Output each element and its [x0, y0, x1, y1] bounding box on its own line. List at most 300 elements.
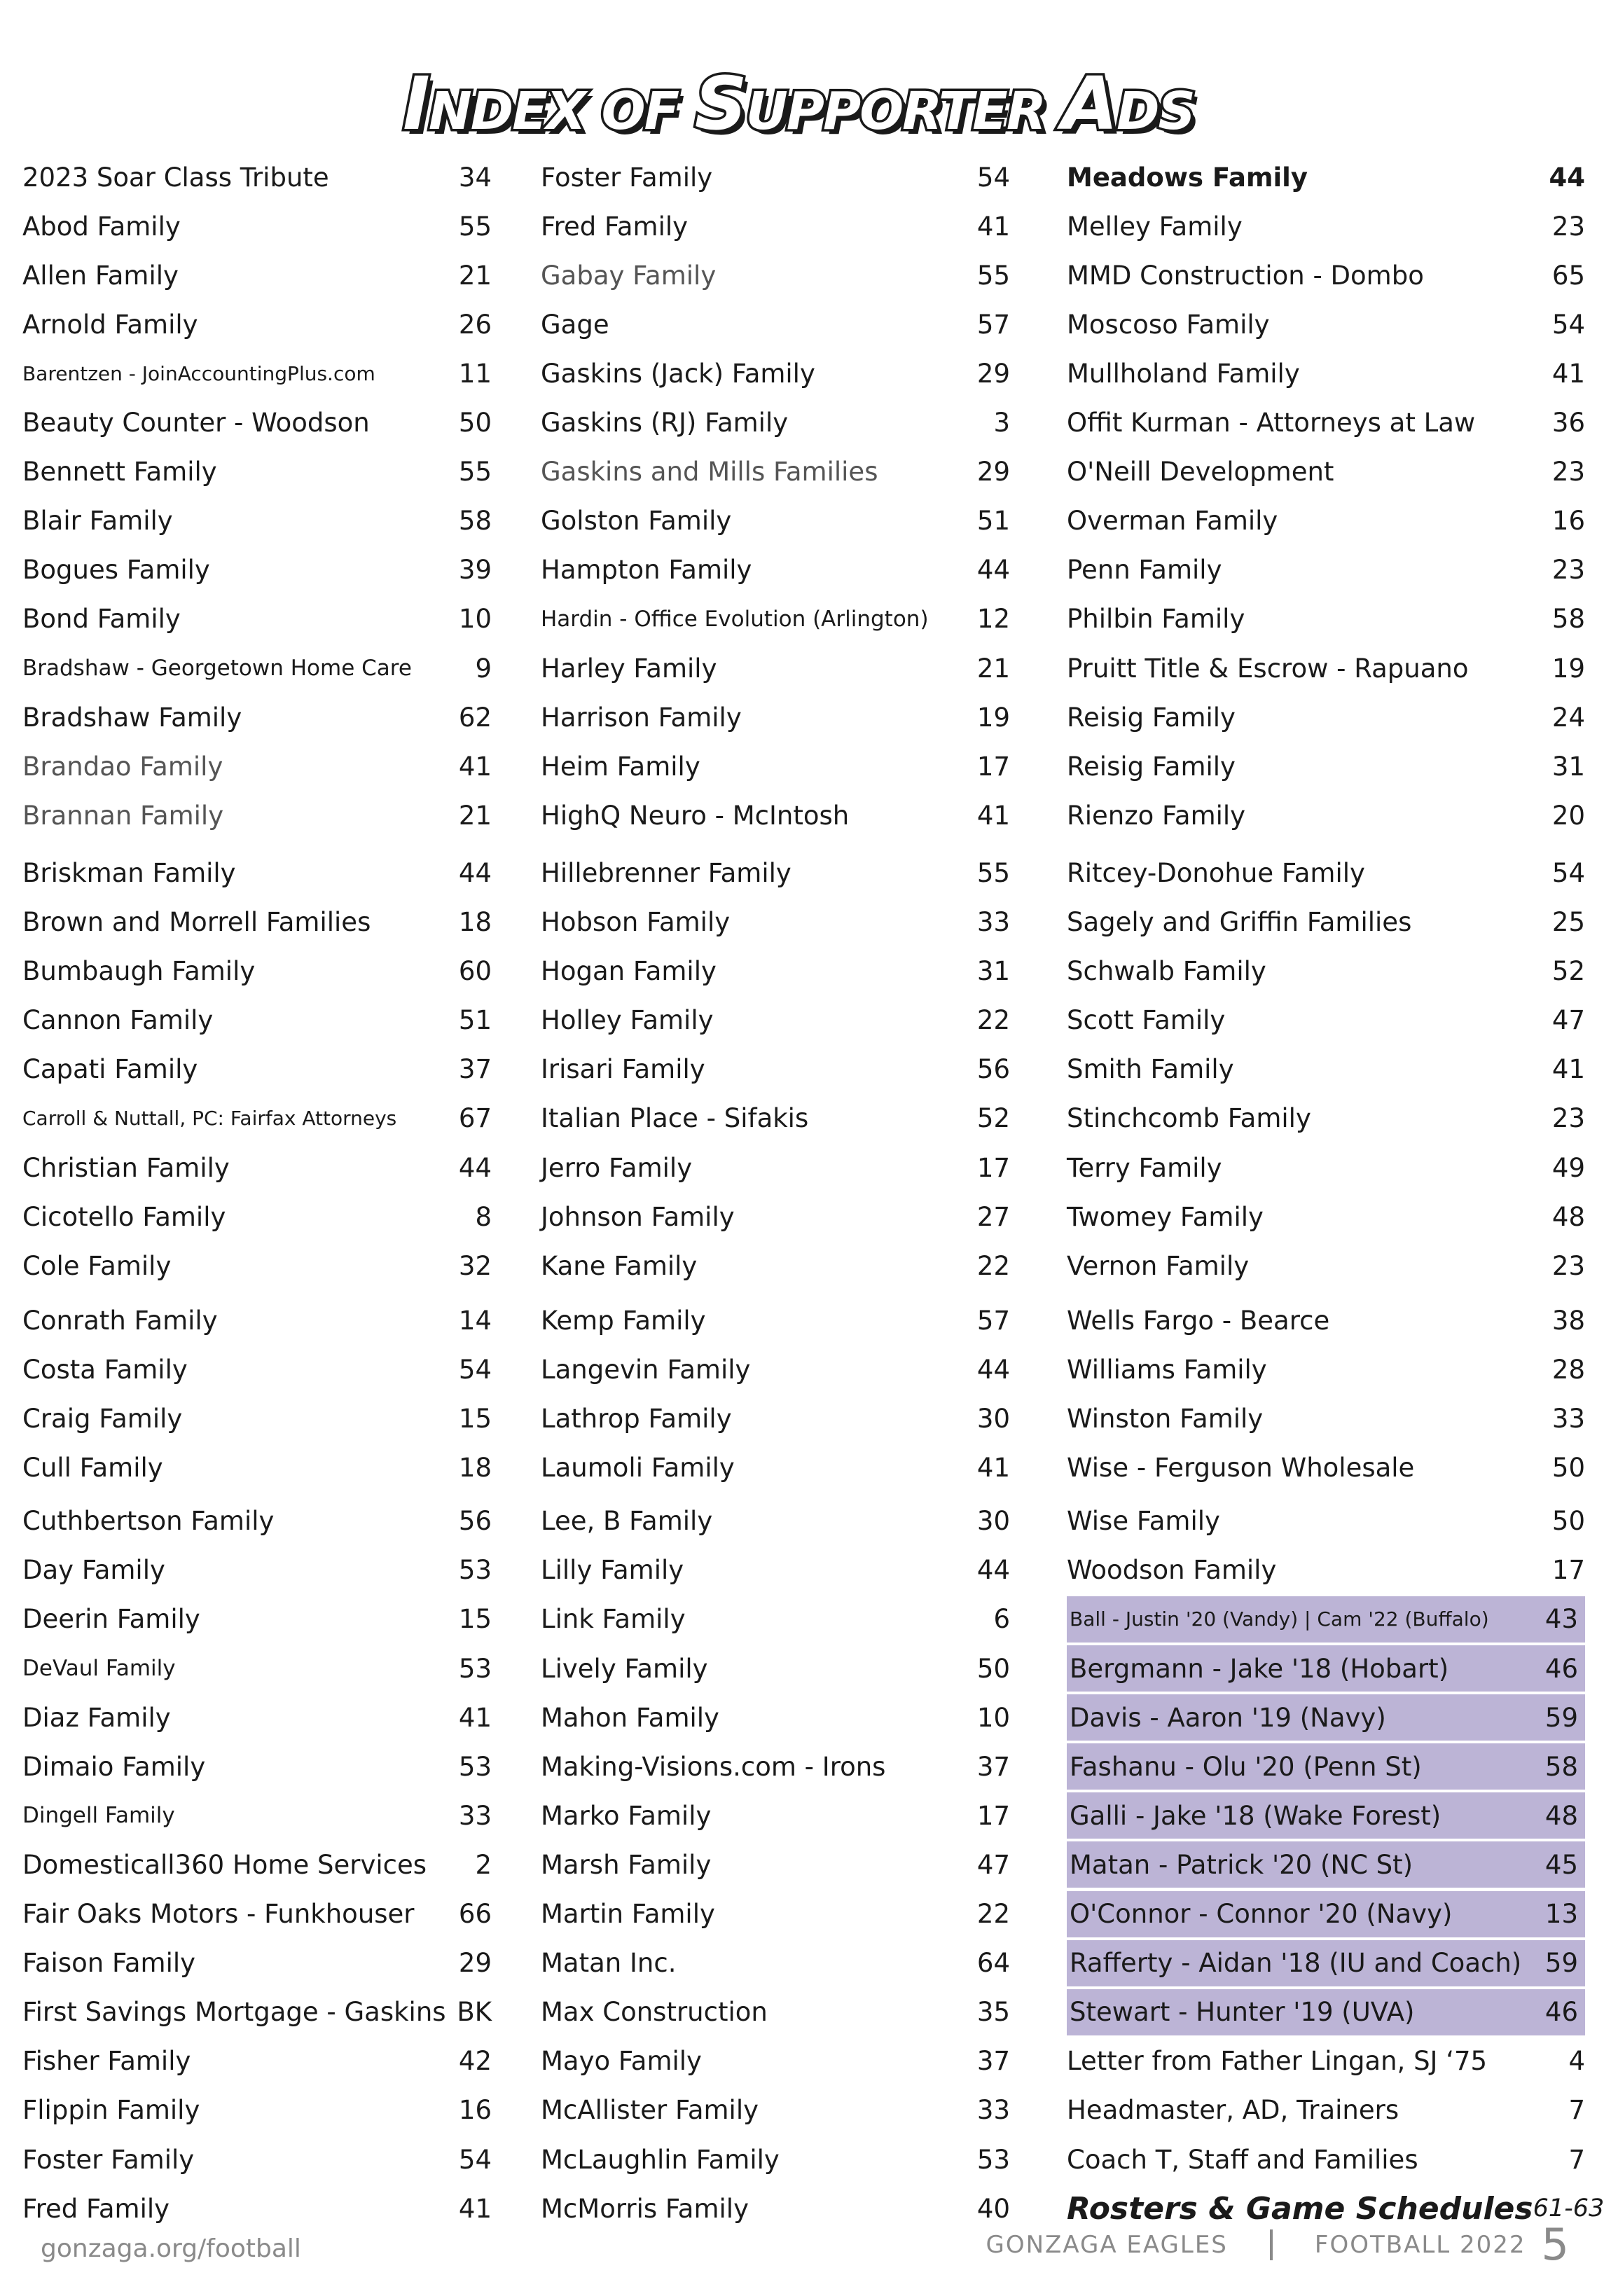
- entry-page: 44: [1549, 162, 1585, 193]
- index-entry: [541, 1989, 1010, 2035]
- entry-page: 32: [458, 1250, 492, 1281]
- entry-name: Winston Family: [1067, 1404, 1264, 1434]
- entry-name: Martin Family: [541, 1899, 715, 1929]
- entry-name: Cole Family: [22, 1250, 172, 1281]
- entry-name: Laumoli Family: [541, 1453, 735, 1484]
- entry-page: 21: [458, 800, 492, 831]
- entry-name: Hardin - Office Evolution (Arlington): [541, 606, 929, 632]
- index-entry: [22, 694, 492, 740]
- entry-name: O'Neill Development: [1067, 457, 1334, 487]
- index-entry: [22, 1841, 492, 1888]
- index-entry: [541, 498, 1010, 544]
- index-entry: [22, 2087, 492, 2134]
- entry-name: Carroll & Nuttall, PC: Fairfax Attorneys: [22, 1107, 397, 1130]
- index-entry: [541, 1498, 1010, 1544]
- index-entry: [1067, 1841, 1585, 1888]
- index-entry: [541, 1346, 1010, 1392]
- index-entry: [1067, 1396, 1585, 1442]
- entry-page: 54: [1551, 857, 1585, 888]
- entry-page: 33: [976, 907, 1010, 937]
- index-entry: [22, 743, 492, 789]
- entry-page: 13: [1544, 1899, 1578, 1929]
- entry-name: Woodson Family: [1067, 1555, 1277, 1586]
- entry-page: 57: [976, 309, 1010, 340]
- entry-page: 46: [1544, 1997, 1578, 2028]
- entry-name: Dimaio Family: [22, 1751, 206, 1782]
- index-entry: [1067, 252, 1585, 298]
- entry-name: Fair Oaks Motors - Funkhouser: [22, 1899, 415, 1929]
- entry-page: 37: [458, 1054, 492, 1085]
- entry-name: Beauty Counter - Woodson: [22, 408, 370, 438]
- entry-name: Bradshaw Family: [22, 702, 242, 733]
- entry-page: 55: [976, 260, 1010, 291]
- entry-page: 43: [1544, 1604, 1578, 1635]
- entry-page: 57: [976, 1305, 1010, 1336]
- entry-page: 6: [993, 1604, 1010, 1635]
- index-entry: [541, 350, 1010, 396]
- entry-name: Terry Family: [1067, 1152, 1222, 1183]
- index-entry: [22, 547, 492, 593]
- index-entry: [541, 2087, 1010, 2134]
- entry-page: 31: [976, 956, 1010, 987]
- index-entry: [22, 1743, 492, 1790]
- entry-name: Cicotello Family: [22, 1201, 226, 1232]
- entry-page: 19: [1551, 653, 1585, 684]
- entry-page: 52: [976, 1103, 1010, 1134]
- footer-team: GONZAGA EAGLES: [986, 2230, 1228, 2259]
- entry-page: 17: [976, 751, 1010, 782]
- index-entry: [22, 252, 492, 298]
- entry-name: Gaskins (RJ) Family: [541, 408, 789, 438]
- entry-name: Kane Family: [541, 1250, 698, 1281]
- entry-name: Ritcey-Donohue Family: [1067, 857, 1365, 888]
- index-entry: [541, 301, 1010, 347]
- entry-page: 50: [1551, 1506, 1585, 1537]
- entry-page: 29: [976, 358, 1010, 389]
- entry-name: O'Connor - Connor '20 (Navy): [1070, 1899, 1453, 1929]
- entry-name: Briskman Family: [22, 857, 236, 888]
- entry-page: 18: [458, 1453, 492, 1484]
- entry-name: Stewart - Hunter '19 (UVA): [1070, 1997, 1415, 2028]
- entry-page: 50: [458, 408, 492, 438]
- index-entry: [1067, 694, 1585, 740]
- entry-page: 64: [976, 1948, 1010, 1979]
- entry-page: 49: [1551, 1152, 1585, 1183]
- index-entry: [541, 400, 1010, 446]
- entry-page: 23: [1551, 457, 1585, 487]
- index-entry: [1067, 596, 1585, 642]
- entry-page: 27: [976, 1201, 1010, 1232]
- entry-page: 42: [458, 2046, 492, 2077]
- entry-page: 41: [458, 1702, 492, 1733]
- entry-page: 30: [976, 1506, 1010, 1537]
- index-entry: [541, 899, 1010, 946]
- entry-name: Marko Family: [541, 1800, 712, 1831]
- index-entry: [541, 1547, 1010, 1593]
- entry-name: HighQ Neuro - McIntosh: [541, 800, 850, 831]
- entry-name: Langevin Family: [541, 1354, 751, 1385]
- index-entry: [541, 1694, 1010, 1741]
- entry-name: Brown and Morrell Families: [22, 907, 371, 937]
- entry-name: McLaughlin Family: [541, 2144, 780, 2175]
- entry-page: 45: [1544, 1849, 1578, 1880]
- index-entry: [1067, 2038, 1585, 2084]
- page-number: 5: [1541, 2219, 1569, 2270]
- entry-name: Golston Family: [541, 506, 732, 537]
- entry-page: 30: [976, 1404, 1010, 1434]
- entry-page: 21: [976, 653, 1010, 684]
- index-entry: [541, 547, 1010, 593]
- entry-name: Meadows Family: [1067, 162, 1308, 193]
- entry-name: First Savings Mortgage - Gaskins: [22, 1997, 446, 2028]
- index-entry: [1067, 547, 1585, 593]
- entry-page: 22: [976, 1250, 1010, 1281]
- entry-page: 40: [976, 2193, 1010, 2224]
- entry-name: Penn Family: [1067, 555, 1222, 586]
- entry-name: Dingell Family: [22, 1803, 175, 1829]
- entry-page: 29: [976, 457, 1010, 487]
- entry-name: Lathrop Family: [541, 1404, 732, 1434]
- entry-page: 23: [1551, 1250, 1585, 1281]
- entry-name: Italian Place - Sifakis: [541, 1103, 809, 1134]
- index-entry: [22, 1445, 492, 1491]
- entry-page: 66: [458, 1899, 492, 1929]
- entry-page: 33: [458, 1800, 492, 1831]
- entry-page: 54: [458, 2144, 492, 2175]
- entry-name: Headmaster, AD, Trainers: [1067, 2095, 1399, 2126]
- entry-name: Abod Family: [22, 211, 181, 242]
- index-entry: [1067, 948, 1585, 995]
- entry-name: Day Family: [22, 1555, 165, 1586]
- index-entry: [541, 743, 1010, 789]
- index-entry: [1067, 1547, 1585, 1593]
- entry-name: Vernon Family: [1067, 1250, 1250, 1281]
- entry-page: 18: [458, 907, 492, 937]
- entry-page: 10: [976, 1702, 1010, 1733]
- entry-page: 17: [1551, 1555, 1585, 1586]
- entry-page: 41: [1551, 1054, 1585, 1085]
- entry-name: Rafferty - Aidan '18 (IU and Coach): [1070, 1948, 1522, 1979]
- entry-page: 26: [458, 309, 492, 340]
- entry-page: 62: [458, 702, 492, 733]
- index-entry: [541, 1645, 1010, 1692]
- index-entry: [22, 449, 492, 495]
- entry-name: Hogan Family: [541, 956, 717, 987]
- entry-name: Letter from Father Lingan, SJ ‘75: [1067, 2046, 1488, 2077]
- index-entry: [22, 1046, 492, 1093]
- index-entry: [541, 850, 1010, 896]
- entry-name: Matan Inc.: [541, 1948, 677, 1979]
- footer-season: FOOTBALL 2022: [1314, 2230, 1526, 2259]
- entry-name: Hampton Family: [541, 555, 752, 586]
- entry-page: 3: [993, 408, 1010, 438]
- entry-page: 15: [458, 1404, 492, 1434]
- entry-name: Lee, B Family: [541, 1506, 713, 1537]
- entry-name: Fred Family: [22, 2193, 170, 2224]
- entry-page: 7: [1568, 2144, 1585, 2175]
- page-title: INDEX OF SUPPORTER ADS: [403, 61, 1194, 146]
- entry-name: Wells Fargo - Bearce: [1067, 1305, 1330, 1336]
- entry-page: 44: [458, 1152, 492, 1183]
- entry-name: Diaz Family: [22, 1702, 171, 1733]
- index-entry: [22, 2136, 492, 2183]
- index-entry: [22, 1645, 492, 1692]
- entry-page: 59: [1544, 1702, 1578, 1733]
- entry-name: Fisher Family: [22, 2046, 191, 2077]
- entry-name: Flippin Family: [22, 2095, 200, 2126]
- entry-page: 61-63: [1533, 2194, 1604, 2223]
- index-entry: [541, 1297, 1010, 1343]
- index-entry: [22, 1694, 492, 1741]
- entry-name: McAllister Family: [541, 2095, 759, 2126]
- entry-page: 22: [976, 1005, 1010, 1036]
- entry-name: Harrison Family: [541, 702, 742, 733]
- entry-name: Reisig Family: [1067, 751, 1236, 782]
- entry-page: 44: [458, 857, 492, 888]
- entry-page: 44: [976, 1555, 1010, 1586]
- entry-name: Harley Family: [541, 653, 717, 684]
- index-entry: [1067, 1596, 1585, 1643]
- entry-name: Smith Family: [1067, 1054, 1234, 1085]
- entry-page: 47: [976, 1849, 1010, 1880]
- index-entry: [1067, 1095, 1585, 1142]
- index-entry: [1067, 203, 1585, 249]
- entry-name: Johnson Family: [541, 1201, 735, 1232]
- index-entry: [541, 1596, 1010, 1643]
- entry-name: Brandao Family: [22, 751, 223, 782]
- entry-page: 53: [458, 1555, 492, 1586]
- index-entry: [1067, 1346, 1585, 1392]
- entry-page: 25: [1551, 907, 1585, 937]
- entry-name: Offit Kurman - Attorneys at Law: [1067, 408, 1476, 438]
- entry-page: 33: [976, 2095, 1010, 2126]
- index-entry: [541, 1445, 1010, 1491]
- index-entry: [1067, 449, 1585, 495]
- entry-page: 50: [1551, 1453, 1585, 1484]
- index-entry: [541, 1792, 1010, 1839]
- index-entry: [1067, 350, 1585, 396]
- index-entry: [1067, 997, 1585, 1044]
- index-entry: [541, 203, 1010, 249]
- index-entry: [1067, 2087, 1585, 2134]
- entry-name: Bumbaugh Family: [22, 956, 256, 987]
- entry-name: Domesticall360 Home Services: [22, 1849, 427, 1880]
- entry-name: Heim Family: [541, 751, 700, 782]
- entry-name: Cannon Family: [22, 1005, 214, 1036]
- entry-page: 15: [458, 1604, 492, 1635]
- entry-page: 59: [1544, 1948, 1578, 1979]
- entry-page: 47: [1551, 1005, 1585, 1036]
- entry-name: Rosters & Game Schedules: [1067, 2190, 1533, 2227]
- entry-name: Christian Family: [22, 1152, 230, 1183]
- entry-name: Williams Family: [1067, 1354, 1267, 1385]
- entry-page: 54: [458, 1354, 492, 1385]
- entry-name: 2023 Soar Class Tribute: [22, 162, 329, 193]
- index-entry: [22, 1095, 492, 1142]
- index-entry: [22, 1194, 492, 1240]
- entry-name: Conrath Family: [22, 1305, 218, 1336]
- index-entry: [541, 2038, 1010, 2084]
- index-entry: [1067, 792, 1585, 838]
- entry-page: 41: [458, 2193, 492, 2224]
- entry-name: Fashanu - Olu '20 (Penn St): [1070, 1751, 1422, 1782]
- index-entry: [541, 997, 1010, 1044]
- entry-name: Twomey Family: [1067, 1201, 1264, 1232]
- index-entry: [22, 899, 492, 946]
- entry-page: 44: [976, 1354, 1010, 1385]
- entry-name: Gabay Family: [541, 260, 717, 291]
- index-entry: [22, 645, 492, 691]
- index-entry: [1067, 1297, 1585, 1343]
- index-entry: [1067, 154, 1585, 200]
- entry-name: Wise Family: [1067, 1506, 1220, 1537]
- index-entry: [1067, 1194, 1585, 1240]
- entry-page: 51: [458, 1005, 492, 1036]
- entry-page: 8: [475, 1201, 492, 1232]
- index-entry: [22, 2038, 492, 2084]
- entry-name: MMD Construction - Dombo: [1067, 260, 1424, 291]
- entry-name: Davis - Aaron '19 (Navy): [1070, 1702, 1386, 1733]
- entry-page: 20: [1551, 800, 1585, 831]
- entry-name: Marsh Family: [541, 1849, 712, 1880]
- entry-page: 31: [1551, 751, 1585, 782]
- index-entry: [22, 1940, 492, 1986]
- entry-page: 39: [458, 555, 492, 586]
- index-entry: [22, 792, 492, 838]
- entry-page: 22: [976, 1899, 1010, 1929]
- index-entry: [541, 1095, 1010, 1142]
- entry-page: 41: [976, 211, 1010, 242]
- entry-page: 48: [1544, 1800, 1578, 1831]
- entry-name: Coach T, Staff and Families: [1067, 2144, 1418, 2175]
- index-entry: [22, 1792, 492, 1839]
- entry-page: 17: [976, 1800, 1010, 1831]
- footer-divider: [1270, 2229, 1273, 2260]
- index-entry: [1067, 1694, 1585, 1741]
- entry-name: DeVaul Family: [22, 1656, 176, 1681]
- index-entry: [1067, 899, 1585, 946]
- index-entry: [1067, 301, 1585, 347]
- index-entry: [1067, 400, 1585, 446]
- entry-name: Philbin Family: [1067, 604, 1245, 635]
- entry-page: 35: [976, 1997, 1010, 2028]
- entry-page: 17: [976, 1152, 1010, 1183]
- entry-name: Schwalb Family: [1067, 956, 1266, 987]
- index-entry: [1067, 743, 1585, 789]
- entry-name: Hillebrenner Family: [541, 857, 791, 888]
- index-entry: [22, 1596, 492, 1643]
- index-entry: [541, 948, 1010, 995]
- index-entry: [1067, 2136, 1585, 2183]
- entry-page: 16: [1551, 506, 1585, 537]
- entry-name: Holley Family: [541, 1005, 714, 1036]
- entry-page: 50: [976, 1653, 1010, 1684]
- entry-page: 12: [976, 604, 1010, 635]
- entry-page: 37: [976, 2046, 1010, 2077]
- entry-name: Deerin Family: [22, 1604, 200, 1635]
- index-entry: [1067, 498, 1585, 544]
- entry-page: 19: [976, 702, 1010, 733]
- index-entry: [22, 400, 492, 446]
- entry-name: Costa Family: [22, 1354, 188, 1385]
- entry-page: 55: [458, 211, 492, 242]
- index-entry: [1067, 1792, 1585, 1839]
- entry-name: Hobson Family: [541, 907, 731, 937]
- index-entry: [541, 449, 1010, 495]
- index-entry: [1067, 1144, 1585, 1191]
- entry-page: 58: [1544, 1751, 1578, 1782]
- index-entry: [22, 1243, 492, 1289]
- index-entry: [541, 252, 1010, 298]
- entry-name: Jerro Family: [541, 1152, 693, 1183]
- index-entry: [541, 596, 1010, 642]
- entry-page: 41: [976, 1453, 1010, 1484]
- index-entry: [541, 1891, 1010, 1937]
- entry-page: 56: [976, 1054, 1010, 1085]
- entry-page: 11: [458, 358, 492, 389]
- entry-name: Matan - Patrick '20 (NC St): [1070, 1849, 1413, 1880]
- entry-name: Reisig Family: [1067, 702, 1236, 733]
- index-entry: [22, 350, 492, 396]
- entry-name: Pruitt Title & Escrow - Rapuano: [1067, 653, 1469, 684]
- entry-name: Allen Family: [22, 260, 179, 291]
- entry-page: 55: [976, 857, 1010, 888]
- entry-page: 53: [458, 1653, 492, 1684]
- entry-page: 2: [475, 1849, 492, 1880]
- index-entry: [22, 1989, 492, 2035]
- entry-page: 54: [1551, 309, 1585, 340]
- index-entry: [541, 2185, 1010, 2232]
- entry-page: 52: [1551, 956, 1585, 987]
- entry-name: Sagely and Griffin Families: [1067, 907, 1412, 937]
- entry-name: Lilly Family: [541, 1555, 684, 1586]
- index-entry: [541, 1396, 1010, 1442]
- index-entry: [1067, 1445, 1585, 1491]
- entry-name: Fred Family: [541, 211, 689, 242]
- entry-name: Blair Family: [22, 506, 173, 537]
- entry-page: 54: [976, 162, 1010, 193]
- index-entry: [1067, 1243, 1585, 1289]
- index-entry: [22, 154, 492, 200]
- entry-name: Mahon Family: [541, 1702, 719, 1733]
- entry-name: Craig Family: [22, 1404, 183, 1434]
- footer-website: gonzaga.org/football: [41, 2234, 301, 2263]
- entry-name: Gage: [541, 309, 609, 340]
- index-entry: [1067, 1940, 1585, 1986]
- entry-name: Making-Visions.com - Irons: [541, 1751, 886, 1782]
- index-entry: [1067, 1989, 1585, 2035]
- index-entry: [541, 1743, 1010, 1790]
- entry-name: Cuthbertson Family: [22, 1506, 275, 1537]
- entry-page: 53: [976, 2144, 1010, 2175]
- index-entry: [22, 1498, 492, 1544]
- entry-name: Bond Family: [22, 604, 181, 635]
- entry-name: Bergmann - Jake '18 (Hobart): [1070, 1653, 1449, 1684]
- index-entry: [1067, 645, 1585, 691]
- entry-page: 46: [1544, 1653, 1578, 1684]
- entry-name: Galli - Jake '18 (Wake Forest): [1070, 1800, 1441, 1831]
- entry-page: 56: [458, 1506, 492, 1537]
- index-entry: [1067, 1891, 1585, 1937]
- entry-name: Moscoso Family: [1067, 309, 1270, 340]
- entry-name: Lively Family: [541, 1653, 708, 1684]
- index-entry: [22, 1297, 492, 1343]
- entry-page: 23: [1551, 555, 1585, 586]
- index-entry: [541, 1046, 1010, 1093]
- entry-name: Arnold Family: [22, 309, 198, 340]
- entry-name: Overman Family: [1067, 506, 1278, 537]
- index-entry: [22, 1396, 492, 1442]
